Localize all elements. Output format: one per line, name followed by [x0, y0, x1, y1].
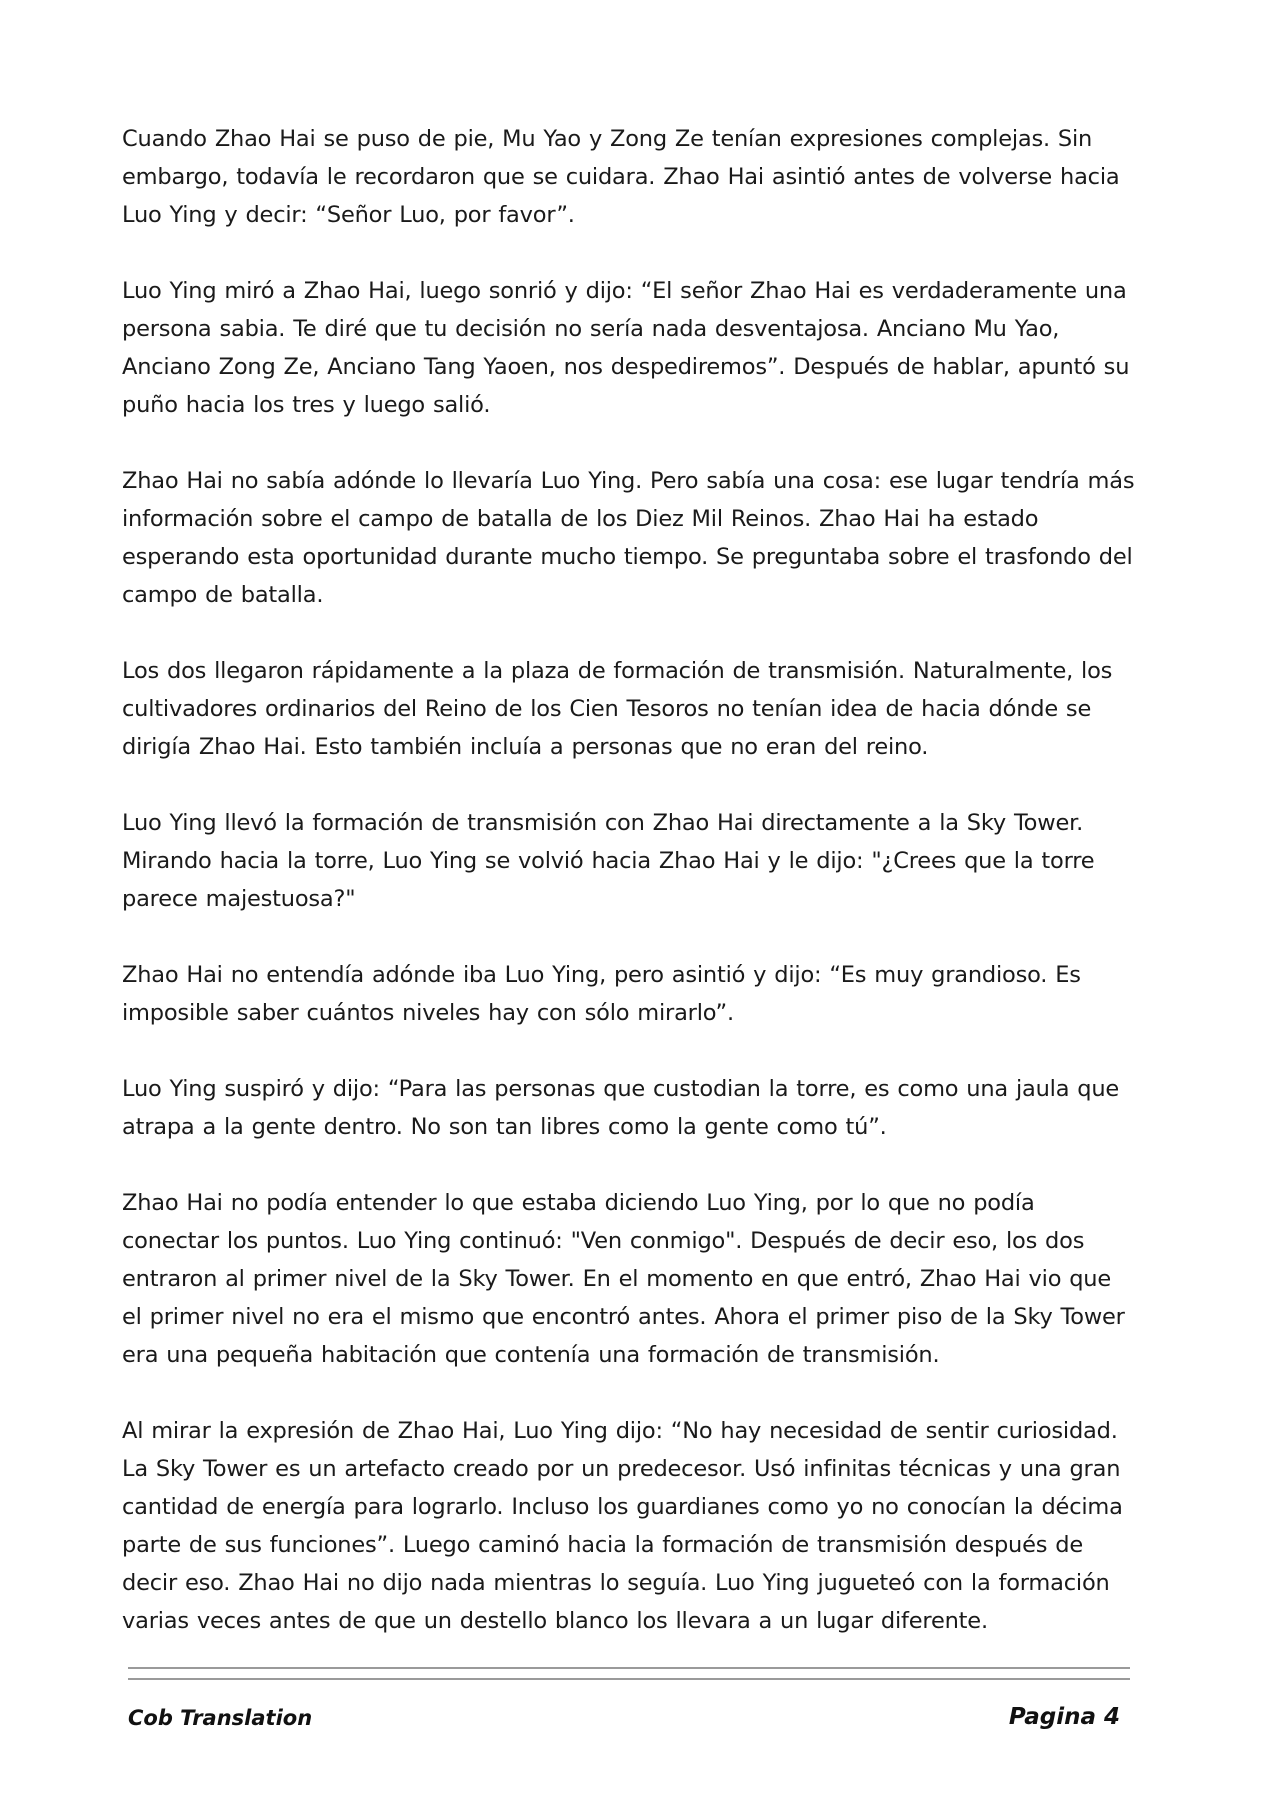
- paragraph: Luo Ying suspiró y dijo: “Para las personas que custodian la torre, es como una jaula que atrapa a la gente dentro. No son tan libres como la gente como tú”.: [122, 1076, 1120, 1140]
- paragraph: Luo Ying llevó la formación de transmisión con Zhao Hai directamente a la Sky Tower. Mirando hacia la torre, Luo Ying se volvió hacia Zhao Hai y le dijo: "¿Crees que la torre parece majestuosa?": [122, 810, 1095, 912]
- paragraph: Cuando Zhao Hai se puso de pie, Mu Yao y Zong Ze tenían expresiones complejas. Sin embargo, todavía le recordaron que se cuidara. Zhao Hai asintió antes de volverse hacia Luo Ying y decir: “Señor Luo, por favor”.: [122, 126, 1120, 228]
- paragraph: Zhao Hai no entendía adónde iba Luo Ying, pero asintió y dijo: “Es muy grandioso. Es imposible saber cuántos niveles hay con sólo mirarlo”.: [122, 962, 1081, 1026]
- footer-page-number: Pagina 4: [1008, 1704, 1120, 1730]
- footer-divider: [128, 1667, 1130, 1669]
- body-text: [122, 120, 1137, 1678]
- paragraph: Zhao Hai no podía entender lo que estaba diciendo Luo Ying, por lo que no podía conectar los puntos. Luo Ying continuó: "Ven conmigo". Después de decir eso, los dos entraron al primer nivel de la Sky Tower. En el momento en que entró, Zhao Hai vio que el primer nivel no era el mismo que encontró antes. Ahora el primer piso de la Sky Tower era una pequeña habitación que contenía una formación de transmisión.: [122, 1190, 1125, 1368]
- paragraph: Luo Ying miró a Zhao Hai, luego sonrió y dijo: “El señor Zhao Hai es verdaderamente una persona sabia. Te diré que tu decisión no sería nada desventajosa. Anciano Mu Yao, Anciano Zong Ze, Anciano Tang Yaoen, nos despediremos”. Después de hablar, apuntó su puño hacia los tres y luego salió.: [122, 278, 1130, 418]
- paragraph: Los dos llegaron rápidamente a la plaza de formación de transmisión. Naturalmente, los cultivadores ordinarios del Reino de los Cien Tesoros no tenían idea de hacia dónde se dirigía Zhao Hai. Esto también incluía a personas que no eran del reino.: [122, 658, 1113, 760]
- footer-divider: [128, 1678, 1130, 1680]
- paragraph: Zhao Hai no sabía adónde lo llevaría Luo Ying. Pero sabía una cosa: ese lugar tendría más información sobre el campo de batalla de los Diez Mil Reinos. Zhao Hai ha estado esperando esta oportunidad durante mucho tiempo. Se preguntaba sobre el trasfondo del campo de batalla.: [122, 468, 1135, 608]
- paragraph: Al mirar la expresión de Zhao Hai, Luo Ying dijo: “No hay necesidad de sentir curiosidad. La Sky Tower es un artefacto creado por un predecesor. Usó infinitas técnicas y una gran cantidad de energía para lograrlo. Incluso los guardianes como yo no conocían la décima parte de sus funciones”. Luego caminó hacia la formación de transmisión después de decir eso. Zhao Hai no dijo nada mientras lo seguía. Luo Ying jugueteó con la formación varias veces antes de que un destello blanco los llevara a un lugar diferente.: [122, 1418, 1123, 1634]
- footer-translator-credit: Cob Translation: [128, 1706, 313, 1730]
